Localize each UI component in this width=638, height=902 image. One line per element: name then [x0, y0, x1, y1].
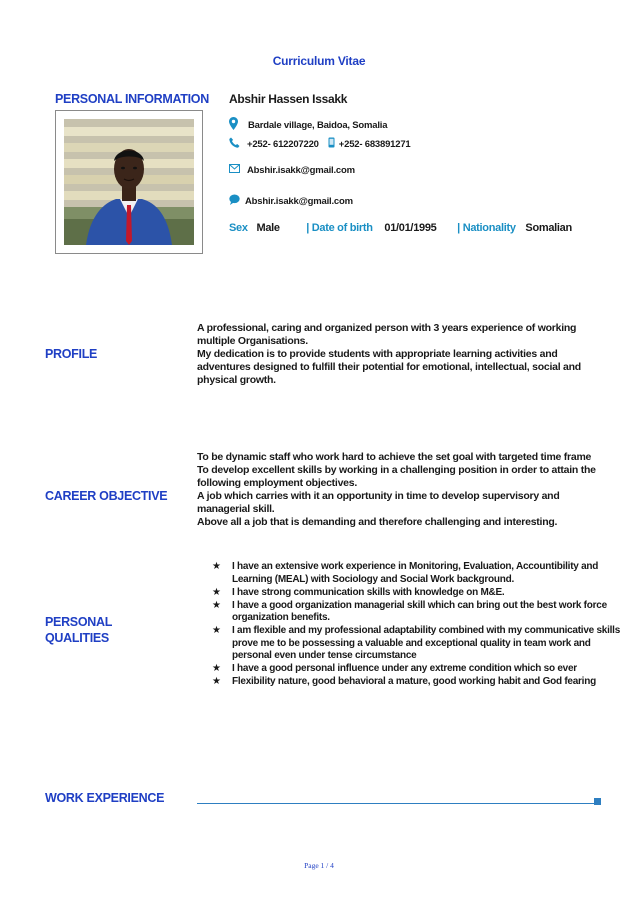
- sex-value: Male: [256, 222, 280, 234]
- personal-information-heading: PERSONAL INFORMATION: [55, 92, 209, 106]
- personal-qualities-heading: [45, 614, 112, 646]
- quality-item: ★ I am flexible and my professional adaptability combined with my communicative skills prove me to be possessing a valuable and exceptional quality in team work and personal even under tense circumstance: [212, 625, 621, 661]
- work-experience-heading: WORK EXPERIENCE: [45, 791, 165, 805]
- star-bullet-icon: ★: [212, 663, 221, 674]
- star-bullet-icon: ★: [212, 599, 221, 611]
- personal-qualities-heading-line: PERSONAL: [45, 615, 113, 629]
- personal-qualities-heading-line: QUALITIES: [45, 631, 109, 645]
- email-row: [229, 164, 355, 176]
- phone-primary: +252- 612207220: [247, 138, 319, 150]
- address-text: Bardale village, Baidoa, Somalia: [248, 119, 388, 131]
- mobile-icon: [328, 137, 335, 151]
- phone-icon: [229, 137, 240, 151]
- profile-text: [197, 322, 609, 387]
- star-bullet-icon: ★: [212, 586, 221, 598]
- quality-item: ★ I have a good organization managerial skill which can bring out the best work force organization benefits.: [212, 599, 607, 623]
- personal-qualities-list-wrap: [212, 561, 622, 689]
- career-objective-text: [197, 451, 609, 529]
- dob-value: 01/01/1995: [384, 222, 437, 234]
- objective-paragraph: To be dynamic staff who work hard to achieve the set goal with targeted time frame: [197, 451, 592, 463]
- star-bullet-icon: ★: [212, 676, 221, 687]
- profile-paragraph: My dedication is to provide students with appropriate learning activities and adventures designed to fulfill their potential for emotional, intellectual, social and physical growth.: [197, 348, 581, 386]
- email-text[interactable]: Abshir.isakk@gmail.com: [247, 164, 355, 176]
- document-title: Curriculum Vitae: [272, 54, 366, 68]
- address-row: [229, 117, 387, 133]
- profile-photo-frame: [55, 110, 203, 254]
- messenger-row: [229, 194, 353, 208]
- location-pin-icon: [229, 117, 238, 133]
- section-divider-line: [197, 803, 594, 804]
- phone-row: [229, 137, 411, 151]
- phone-secondary: +252- 683891271: [338, 138, 411, 150]
- messenger-text[interactable]: Abshir.isakk@gmail.com: [245, 195, 353, 207]
- candidate-name: Abshir Hassen Issakk: [229, 92, 348, 106]
- quality-item: ★ Flexibility nature, good behavioral a mature, good working habit and God fearing: [212, 676, 596, 687]
- profile-photo: [64, 119, 194, 245]
- quality-item: ★ I have a good personal influence under any extreme condition which so ever: [212, 663, 577, 674]
- star-bullet-icon: ★: [212, 561, 221, 572]
- nationality-value: Somalian: [525, 222, 572, 234]
- quality-item: ★ I have strong communication skills with knowledge on M&E.: [212, 586, 505, 598]
- star-bullet-icon: ★: [212, 625, 221, 636]
- email-icon: [229, 164, 240, 176]
- quality-item: ★ I have an extensive work experience in Monitoring, Evaluation, Accountibility and Learning (MEAL) with Sociology and Social Work background.: [212, 561, 599, 585]
- section-divider-end-marker: [594, 798, 601, 805]
- sex-label: Sex: [229, 222, 248, 234]
- career-objective-heading: CAREER OBJECTIVE: [45, 489, 168, 503]
- page-number: Page 1 / 4: [304, 861, 334, 870]
- nationality-label: | Nationality: [457, 222, 516, 234]
- dob-label: | Date of birth: [306, 222, 373, 234]
- personal-details-row: [229, 222, 572, 234]
- personal-qualities-list: [212, 561, 622, 689]
- objective-paragraph: A job which carries with it an opportunity in time to develop supervisory and managerial skill.: [197, 490, 560, 515]
- objective-paragraph: Above all a job that is demanding and therefore challenging and interesting.: [197, 516, 558, 528]
- profile-heading: PROFILE: [45, 347, 98, 361]
- objective-paragraph: To develop excellent skills by working in a challenging position in order to attain the following employment objectives.: [197, 464, 596, 489]
- chat-icon: [229, 194, 240, 208]
- profile-paragraph: A professional, caring and organized person with 3 years experience of working multiple Organisations.: [197, 322, 577, 347]
